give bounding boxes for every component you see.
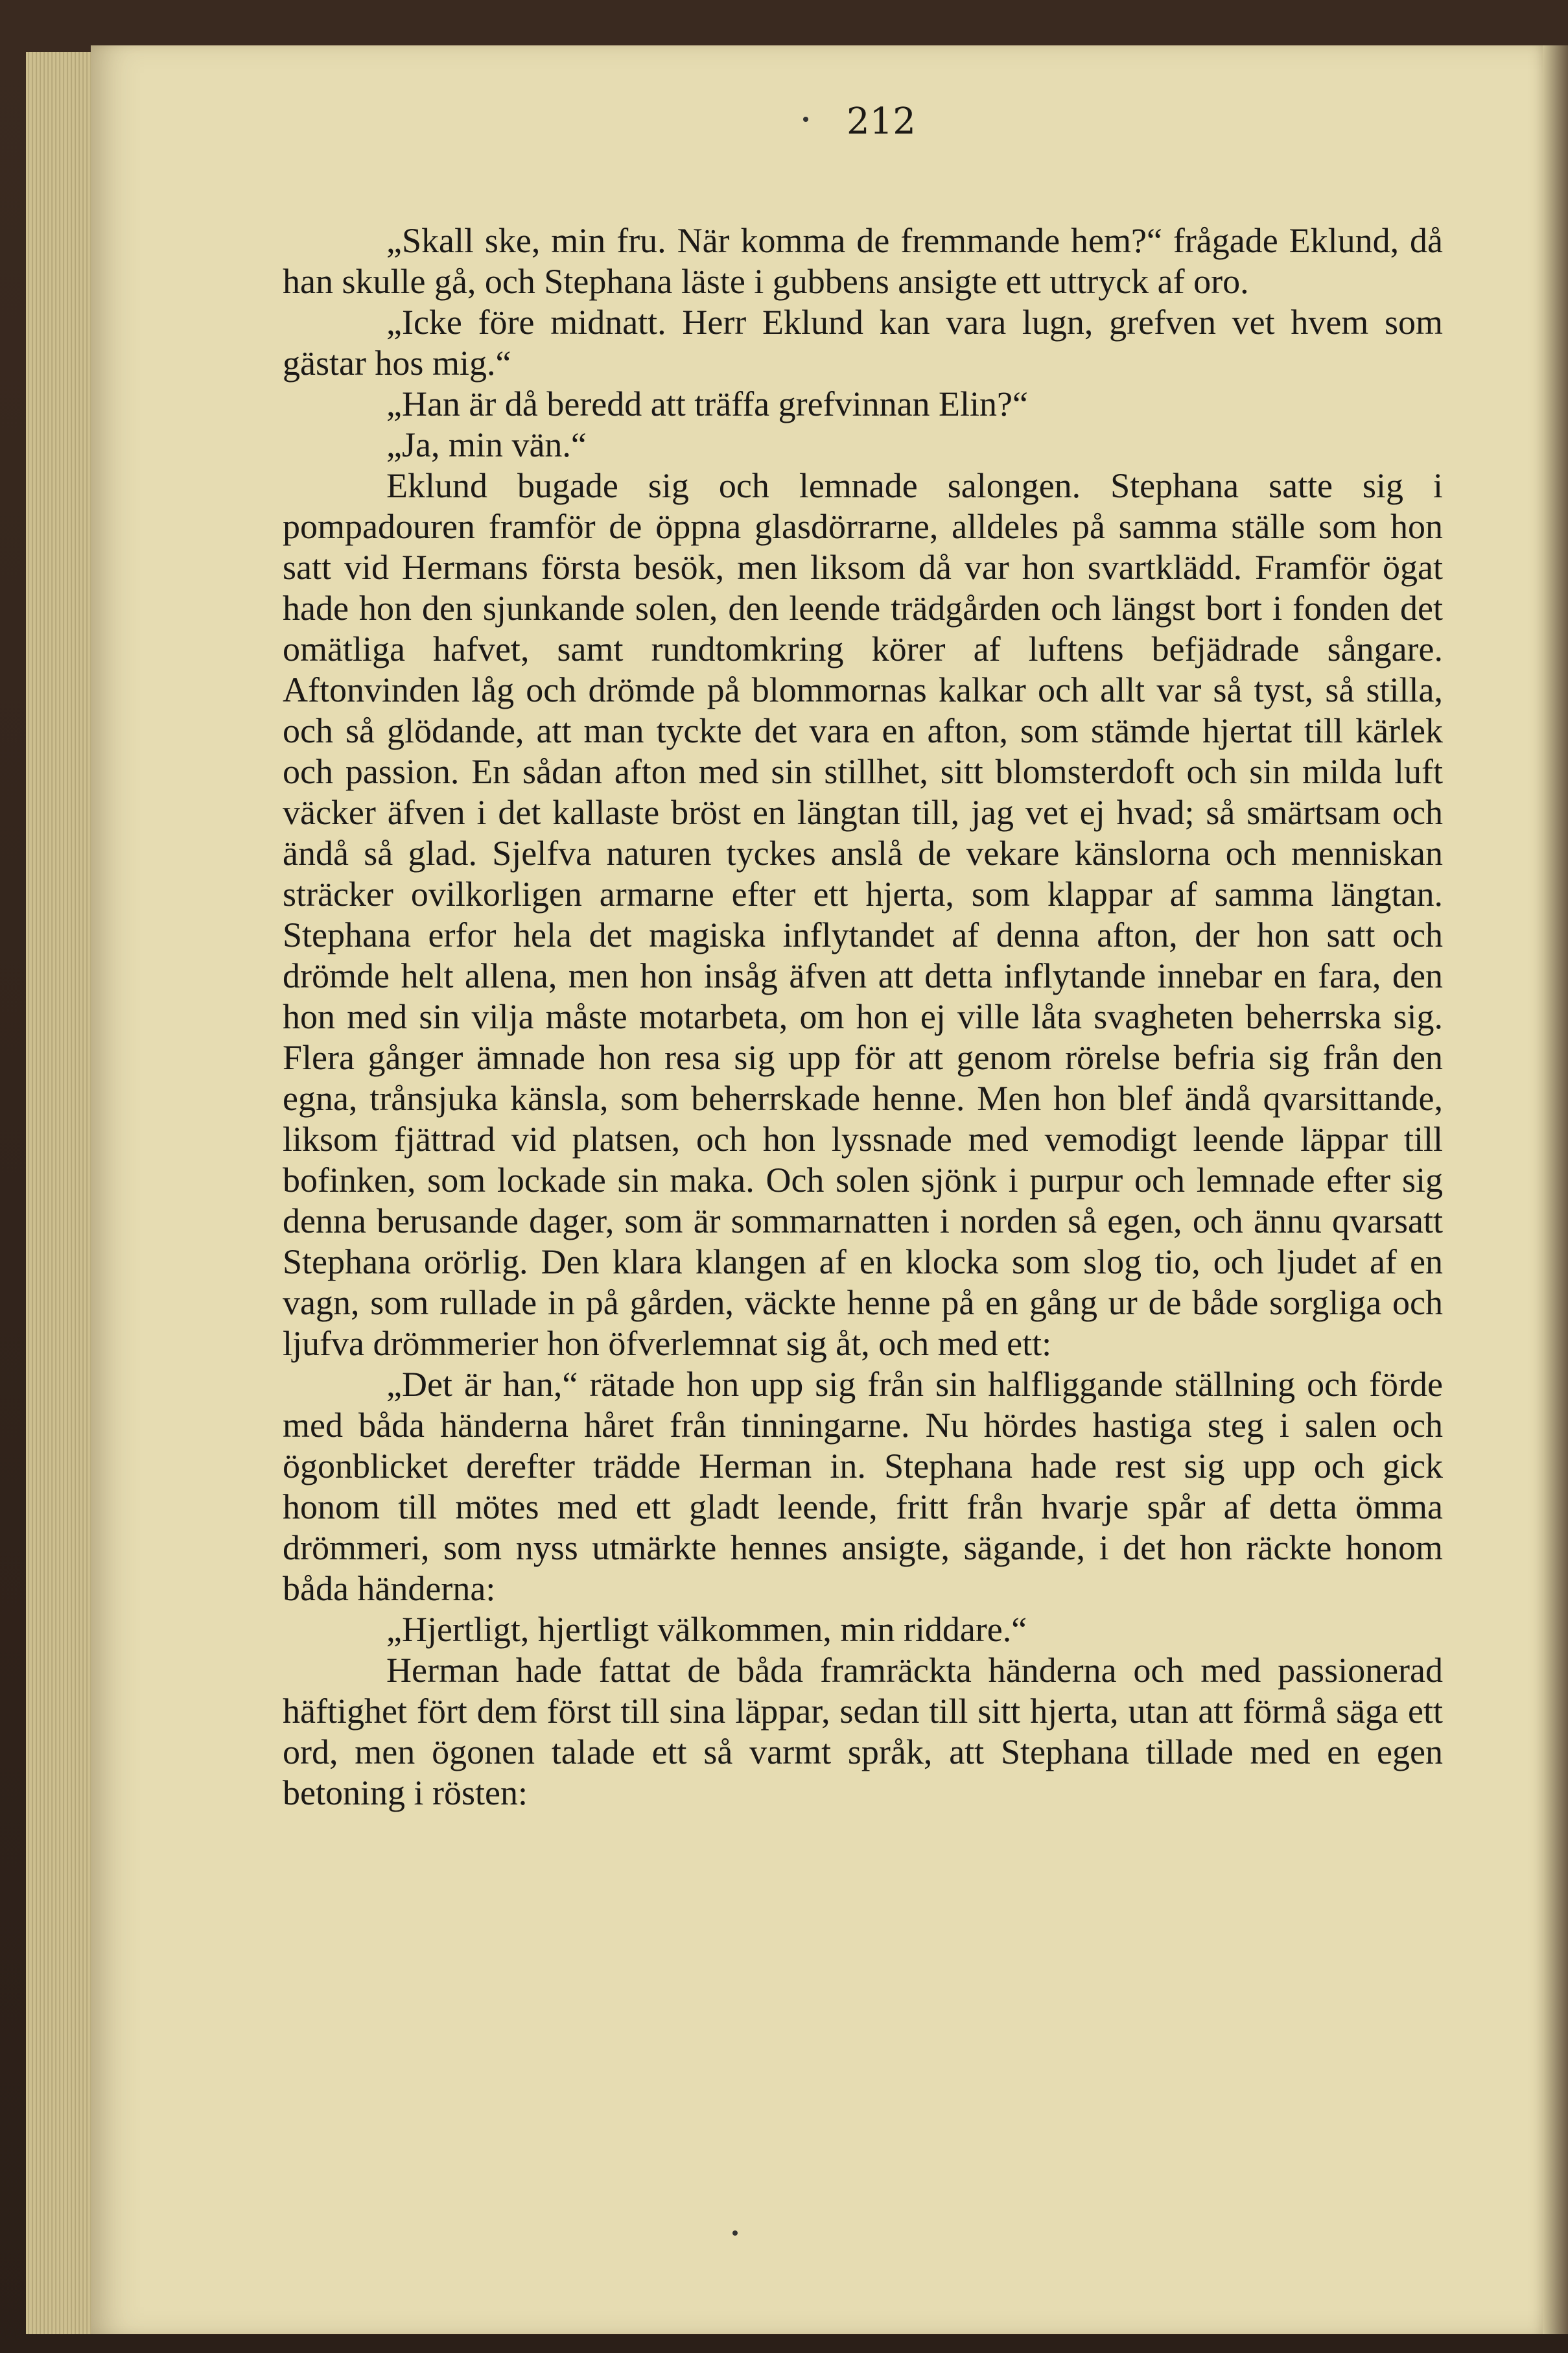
ink-speck — [803, 117, 808, 122]
paragraph: „Han är då beredd att träffa grefvinnan Elin?“ — [386, 384, 1028, 423]
page-right-edge — [1543, 45, 1568, 2334]
paragraph: „Hjertligt, hjertligt välkommen, min riddare.“ — [386, 1610, 1027, 1649]
page-number: 212 — [847, 101, 916, 143]
paragraph: „Skall ske, min fru. När komma de fremmande hem?“ frågade Eklund, då han skulle gå, och Stephana läste i gubbens ansigte ett uttryck af oro. — [283, 221, 1443, 301]
paragraph: Eklund bugade sig och lemnade salongen. Stephana satte sig i pompadouren framför de öppna glasdörrarne, alldeles på samma ställe som hon satt vid Hermans första besök, men liksom då var hon svartklädd. Framför ögat hade hon den sjunkande solen, den leende trädgården och längst bort i fonden det omätliga hafvet, samt rundtomkring körer af luftens befjädrade sångare. Aftonvinden låg och drömde på blommornas kalkar och allt var så tyst, så stilla, och så glödande, att man tyckte det vara en afton, som stämde hjertat till kärlek och passion. En sådan afton med sin stillhet, sitt blomsterdoft och sin milda luft väcker äfven i det kallaste bröst en längtan till, jag vet ej hvad; så smärtsam och ändå så glad. Sjelfva naturen tyckes anslå de vekare känslorna och menniskan sträcker ovilkorligen armarne efter ett hjerta, som klappar af samma längtan. Stephana erfor hela det magiska inflytandet af denna afton, der hon satt och drömde helt allena, men hon insåg äfven att detta inflytande innebar en fara, den hon med sin vilja måste motarbeta, om hon ej ville låta svagheten beherrska sig. Flera gånger ämnade hon resa sig upp för att genom rörelse befria sig från den egna, trånsjuka känsla, som beherrskade henne. Men hon blef ändå qvarsittande, liksom fjättrad vid platsen, och hon lyssnade med vemodigt leende läppar till bofinken, som lockade sin maka. Och solen sjönk i purpur och lemnade efter sig denna berusande dager, som är sommarnatten i norden så egen, och ännu qvarsatt Stephana orörlig. Den klara klangen af en klocka som slog tio, och ljudet af en vagn, som rullade in på gården, väckte henne på en gång ur de både sorgliga och ljufva drömmerier hon öfverlemnat sig åt, och med ett: — [283, 466, 1443, 1363]
body-text — [283, 220, 1443, 1814]
paragraph: „Ja, min vän.“ — [386, 425, 587, 464]
paragraph: „Det är han,“ rätade hon upp sig från sin halfliggande ställning och förde med båda händerna håret från tinningarne. Nu hördes hastiga steg i salen och ögonblicket derefter trädde Herman in. Stephana hade rest sig upp och gick honom till mötes med ett gladt leende, fritt från hvarje spår af detta ömma drömmeri, som nyss utmärkte hennes ansigte, sägande, i det hon räckte honom båda händerna: — [283, 1365, 1443, 1608]
paragraph: Herman hade fattat de båda framräckta händerna och med passionerad häftighet fört dem först till sina läppar, sedan till sitt hjerta, utan att förmå säga ett ord, men ögonen talade ett så varmt språk, att Stephana tillade med en egen betoning i rösten: — [283, 1651, 1443, 1812]
ink-speck — [732, 2230, 738, 2236]
paragraph: „Icke före midnatt. Herr Eklund kan vara lugn, grefven vet hvem som gästar hos mig.“ — [283, 303, 1443, 383]
